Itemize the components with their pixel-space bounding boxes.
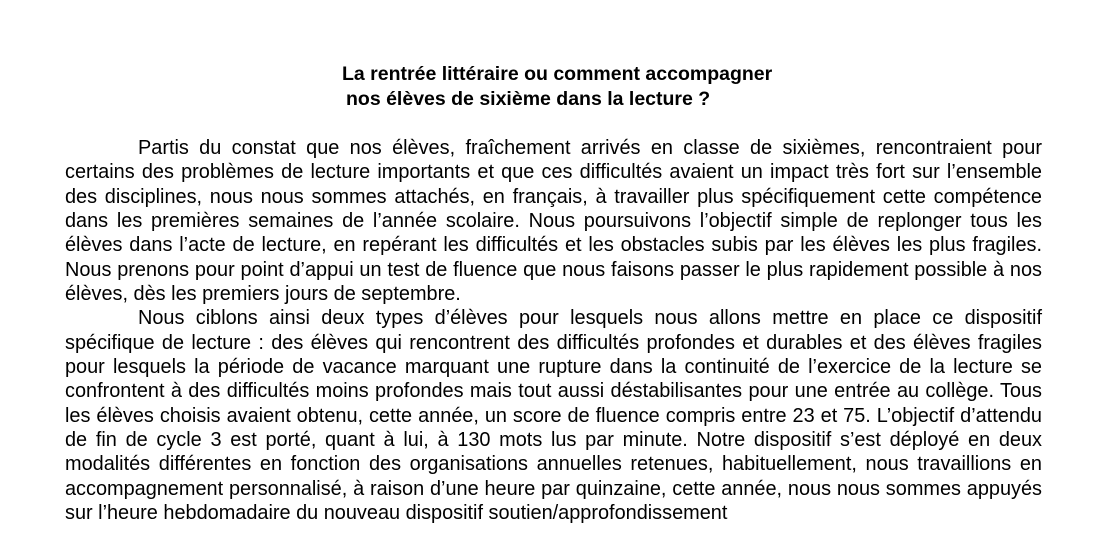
paragraph-1: Partis du constat que nos élèves, fraîchement arrivés en classe de sixièmes, rencontraient pour certains des problèmes de lecture importants et que ces difficultés avaient un impact très fort sur l’ensemble des disciplines, nous nous sommes attachés, en français, à travailler plus spécifiquement cette compétence dans les premières semaines de l’année scolaire. Nous poursuivons l’objectif simple de replonger tous les élèves dans l’acte de lecture, en repérant les difficultés et les obstacles subis par les élèves les plus fragiles. Nous prenons pour point d’appui un test de fluence que nous faisons passer le plus rapidement possible à nos élèves, dès les premiers jours de septembre. <box>65 137 1042 306</box>
document-body <box>65 136 1042 526</box>
title-line-2: nos élèves de sixième dans la lecture ? <box>346 88 711 110</box>
document-title <box>0 62 1110 112</box>
title-line-1: La rentrée littéraire ou comment accompagner <box>342 63 773 85</box>
paragraph-2: Nous ciblons ainsi deux types d’élèves pour lesquels nous allons mettre en place ce dispositif spécifique de lecture : des élèves qui rencontrent des difficultés profondes et durables et des élèves fragiles pour lesquels la période de vacance marquant une rupture dans la continuité de l’exercice de la lecture se confrontent à des difficultés moins profondes mais tout aussi déstabilisantes pour une entrée au collège. Tous les élèves choisis avaient obtenu, cette année, un score de fluence compris entre 23 et 75. L’objectif d’attendu de fin de cycle 3 est porté, quant à lui, à 130 mots lus par minute. Notre dispositif s’est déployé en deux modalités différentes en fonction des organisations annuelles retenues, habituellement, nous travaillions en accompagnement personnalisé, à raison d’une heure par quinzaine, cette année, nous nous sommes appuyés sur l’heure hebdomadaire du nouveau dispositif soutien/approfondissement <box>65 307 1042 525</box>
